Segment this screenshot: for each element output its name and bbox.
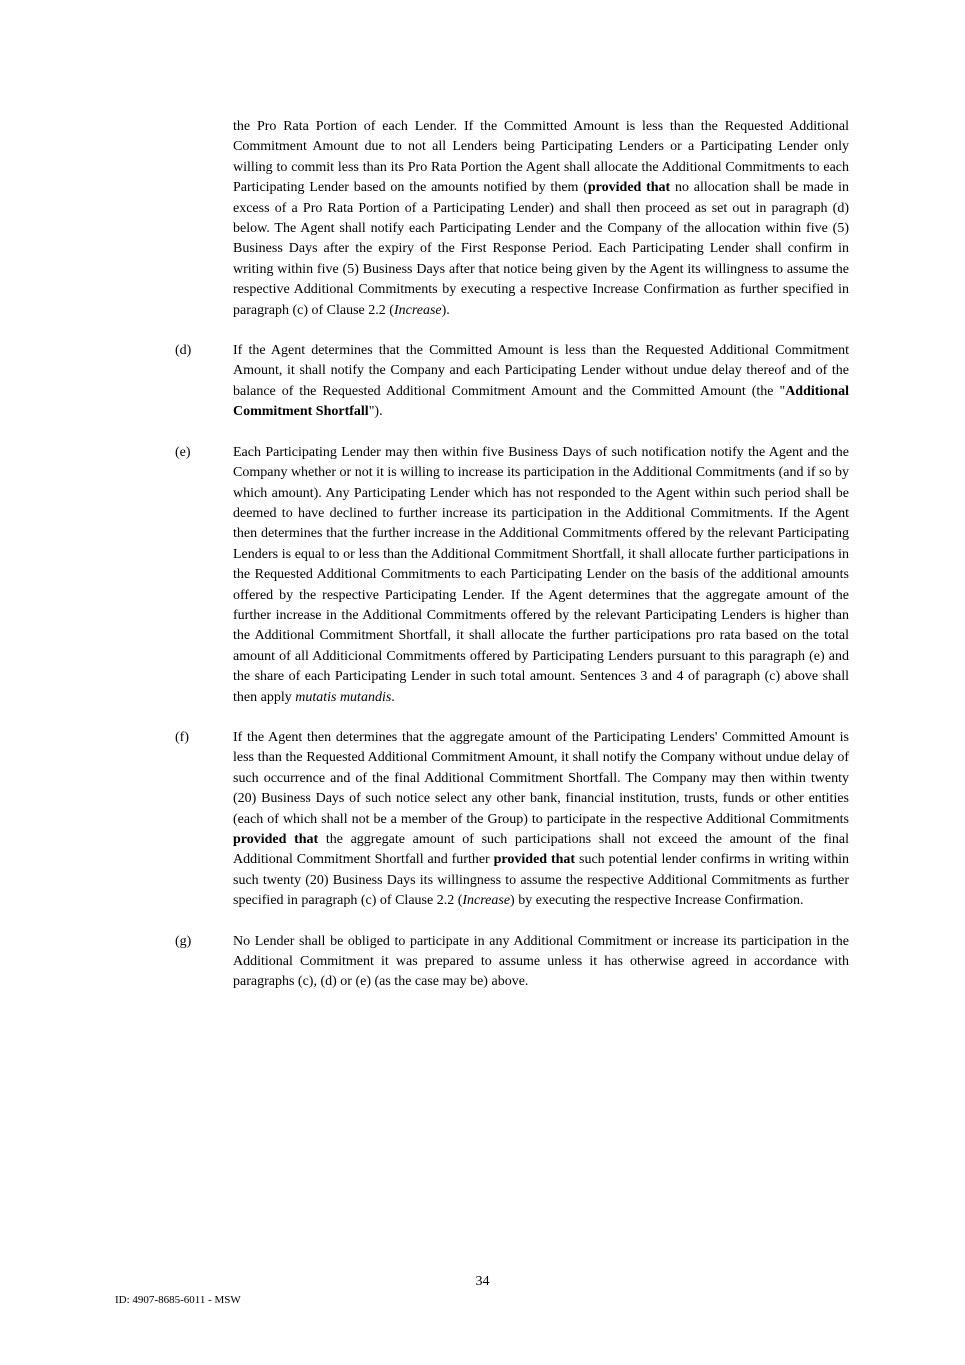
text-run: ) by executing the respective Increase Confirmation.: [510, 893, 804, 909]
page-number: 34: [475, 1274, 490, 1289]
paragraph: [175, 341, 849, 423]
paragraph: [175, 443, 849, 708]
text-run: the Pro Rata Portion of each Lender. If the Committed Amount is less than the Requested Additional Commitment Amount due to not all Lenders being Participating Lenders or a Participating Lender only willing to commit less than its Pro Rata Portion the Agent shall allocate the Additional Commitments to each Participating Lender based on the amounts notified by them (: [233, 119, 849, 196]
text-run: mutatis mutandis: [295, 689, 392, 705]
text-run: Each Participating Lender may then within five Business Days of such notification notify the Agent and the Company whether or not it is willing to increase its participation in the Additional Commitments (and if so by which amount). Any Participating Lender which has not responded to the Agent within such period shall be deemed to have declined to further increase its participation in the Additional Commitments. If the Agent then determines that the further increase in the Additional Commitments offered by the relevant Participating Lenders is equal to or less than the Additional Commitment Shortfall, it shall allocate further participations in the Requested Additional Commitments to each Participating Lender on the basis of the additional amounts offered by the respective Participating Lender. If the Agent determines that the aggregate amount of the further increase in the Additional Commitments offered by the relevant Participating Lenders is higher than the Additional Commitment Shortfall, it shall allocate the further participations pro rata based on the total amount of all Additicional Commitments offered by Participating Lenders pursuant to this paragraph (e) and the share of each Participating Lender in such total amount. Sentences 3 and 4 of paragraph (c) above shall then apply: [233, 444, 849, 705]
paragraph: [175, 117, 849, 321]
text-run: Increase: [462, 893, 511, 909]
text-run: no allocation shall be made in excess of a Pro Rata Portion of a Participating Lender) and shall then proceed as set out in paragraph (d) below. The Agent shall notify each Participating Lender and the Company of the allocation within five (5) Business Days after the expiry of the First Response Period. Each Participating Lender shall confirm in writing within five (5) Business Days after that notice being given by the Agent its willingness to assume the respective Additional Commitments by executing a respective Increase Confirmation as further specified in paragraph (c) of Clause 2.2 (: [233, 180, 849, 318]
text-run: provided that: [587, 180, 671, 196]
paragraph-label: (g): [175, 933, 192, 949]
document-id-stamp: ID: 4907-8685-6011 - MSW: [115, 1294, 241, 1306]
text-run: ").: [368, 404, 383, 420]
paragraph-label: (f): [175, 729, 189, 745]
paragraph: [175, 932, 849, 993]
text-run: No Lender shall be obliged to participate in any Additional Commitment or increase its participation in the Additional Commitment it was prepared to assume unless it has otherwise agreed in accordance with paragraphs (c), (d) or (e) (as the case may be) above.: [233, 933, 849, 990]
text-run: If the Agent determines that the Committed Amount is less than the Requested Additional Commitment Amount, it shall notify the Company and each Participating Lender without undue delay thereof and of the balance of the Requested Additional Commitment Amount and the Committed Amount (the ": [233, 343, 849, 399]
text-run: Additional Commitment Shortfall: [233, 383, 849, 420]
text-run: the aggregate amount of such participations shall not exceed the amount of the final Additional Commitment Shortfall and further: [233, 832, 849, 868]
paragraph: [175, 728, 849, 912]
text-run: ).: [441, 302, 450, 318]
text-run: provided that: [233, 832, 319, 847]
text-run: If the Agent then determines that the aggregate amount of the Participating Lenders' Committed Amount is less than the Requested Additional Commitment Amount, it shall notify the Company without undue delay of such occurrence and of the final Additional Commitment Shortfall. The Company may then within twenty (20) Business Days of such notice select any other bank, financial institution, trusts, funds or other entities (each of which shall not be a member of the Group) to participate in the respective Additional Commitments: [233, 729, 849, 827]
paragraph-text: [233, 343, 849, 419]
text-run: Increase: [393, 302, 442, 318]
paragraph-text: [233, 119, 849, 318]
paragraph-label: (e): [175, 444, 191, 460]
paragraph-text: [233, 730, 849, 908]
text-run: .: [391, 689, 395, 705]
document-body: [175, 117, 849, 993]
paragraph-label: (d): [175, 343, 192, 359]
paragraph-text: [233, 934, 849, 990]
paragraph-text: [233, 445, 849, 705]
text-run: such potential lender confirms in writing within such twenty (20) Business Days its willingness to assume the respective Additional Commitments as further specified in paragraph (c) of Clause 2.2 (: [233, 852, 849, 909]
text-run: provided that: [493, 852, 576, 868]
